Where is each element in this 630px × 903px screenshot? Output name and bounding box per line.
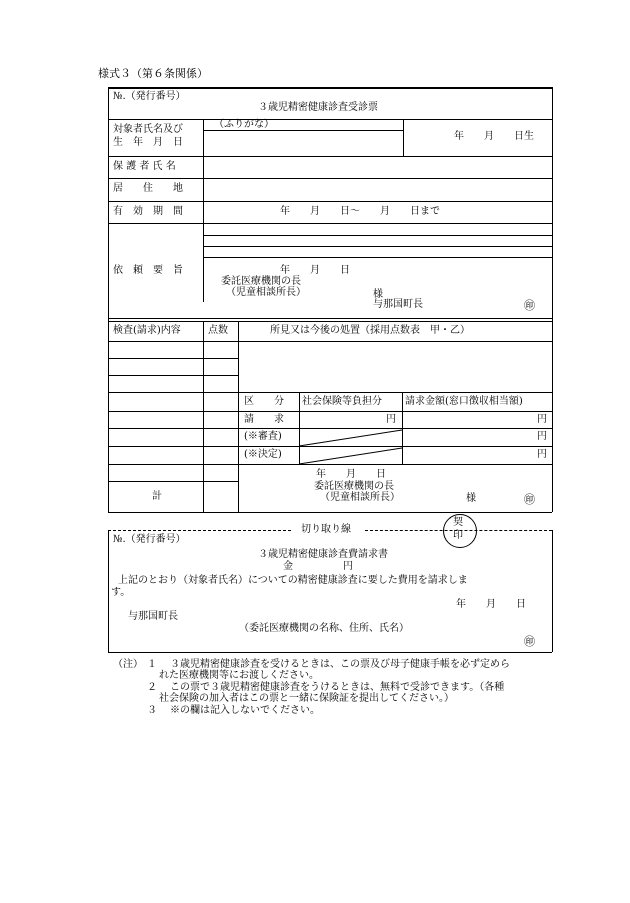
claim-amount-yen: 円 <box>537 414 547 425</box>
invoice-body-1: 上記のとおり（対象者氏名）についての精密健康診査に要した費用を請求しま <box>118 575 468 586</box>
request-sama: 様 <box>373 289 383 300</box>
total-label: 計 <box>152 491 162 502</box>
row-line <box>108 481 238 482</box>
invoice-amount: 金 円 <box>283 561 353 572</box>
invoice-title: ３歳児精密健康診査費請求書 <box>258 549 388 560</box>
kei-in-char-2: 印 <box>453 530 463 541</box>
note-1-text-b: れた医療機関等にお渡しください。 <box>159 670 319 681</box>
note-2-number: ２ <box>147 682 157 693</box>
invoice-from: （委託医療機関の名称、住所、氏名） <box>239 623 409 634</box>
col-points-header: 点数 <box>208 325 228 336</box>
exam-date: 年 月 日 <box>316 469 386 480</box>
invoice-to: 与那国町長 <box>128 611 178 622</box>
form-label: 様式３（第６条関係） <box>98 67 208 80</box>
invoice-seal: ㊞ <box>524 635 535 648</box>
claim-insurance-yen: 円 <box>386 414 396 425</box>
note-3-number: ３ <box>147 705 157 716</box>
col-kubun-header: 区 分 <box>244 396 284 407</box>
subject-label-1: 対象者氏名及び <box>113 124 183 135</box>
note-1-number: １ <box>147 659 157 670</box>
furigana-label: （ふりがな） <box>214 119 274 130</box>
row-line <box>108 464 552 465</box>
note-2-text-a: この票で３歳児精密健康診査をうけるときは、無料で受診できます。（各種 <box>170 682 505 693</box>
mayor-name: 与那国町長 <box>373 299 423 310</box>
address-label: 居 住 地 <box>113 183 183 194</box>
row-decision-label: (※決定) <box>244 449 282 460</box>
ticket-seal: ㊞ <box>524 299 535 312</box>
col-insurance-header: 社会保険等負担分 <box>302 396 382 407</box>
table-bottom <box>108 512 552 513</box>
decision-amount-yen: 円 <box>537 449 547 460</box>
invoice-date: 年 月 日 <box>456 599 526 610</box>
review-amount-yen: 円 <box>537 431 547 442</box>
cut-line-label: 切り取り線 <box>301 524 351 535</box>
col-content-header: 検査(請求)内容 <box>113 325 181 336</box>
kei-in-char-1: 契 <box>453 517 463 528</box>
note-3-text: ※の欄は記入しないでください。 <box>170 705 320 716</box>
invoice-right-border <box>552 530 553 652</box>
invoice-left-border <box>108 530 109 652</box>
subject-label-2: 生 年 月 日 <box>113 137 183 148</box>
guardian-label: 保 護 者 氏 名 <box>113 161 176 172</box>
invoice-number-label: №.（発行番号） <box>113 534 186 545</box>
request-to-1: 委託医療機関の長 <box>221 276 301 287</box>
notes-label: （注） <box>113 659 143 670</box>
exam-seal: ㊞ <box>524 493 535 506</box>
col-findings-header: 所見又は今後の処置（採用点数表 甲・乙） <box>270 325 470 336</box>
cut-line-left <box>108 530 291 531</box>
invoice-bottom-border <box>108 652 552 653</box>
exam-to-2: （児童相談所長） <box>320 492 400 503</box>
exam-sama: 様 <box>466 493 476 504</box>
request-to-2: （児童相談所長） <box>226 287 306 298</box>
ticket-title: ３歳児精密健康診査受診票 <box>258 102 378 113</box>
row-claim-label: 請 求 <box>244 414 284 425</box>
invoice-body-2: す。 <box>111 587 131 598</box>
request-label: 依 頼 要 旨 <box>113 265 183 276</box>
exam-to-1: 委託医療機関の長 <box>314 481 394 492</box>
note-1-text-a: ３歳児精密健康診査を受けるときは、この票及び母子健康手帳を必ず定めら <box>170 659 510 670</box>
validity-value: 年 月 日～ 月 日まで <box>280 206 440 217</box>
row-review-label: (※審査) <box>244 431 282 442</box>
col-amount-header: 請求金額(窓口徴収相当額) <box>405 396 523 407</box>
ticket-number-label: №.（発行番号） <box>113 91 186 102</box>
validity-label: 有 効 期 間 <box>113 206 183 217</box>
note-2-text-b: 社会保険の加入者はこの票と一緒に保険証を提出してください。） <box>159 693 454 704</box>
birth-date-value: 年 月 日生 <box>454 131 534 142</box>
request-date: 年 月 日 <box>280 265 350 276</box>
